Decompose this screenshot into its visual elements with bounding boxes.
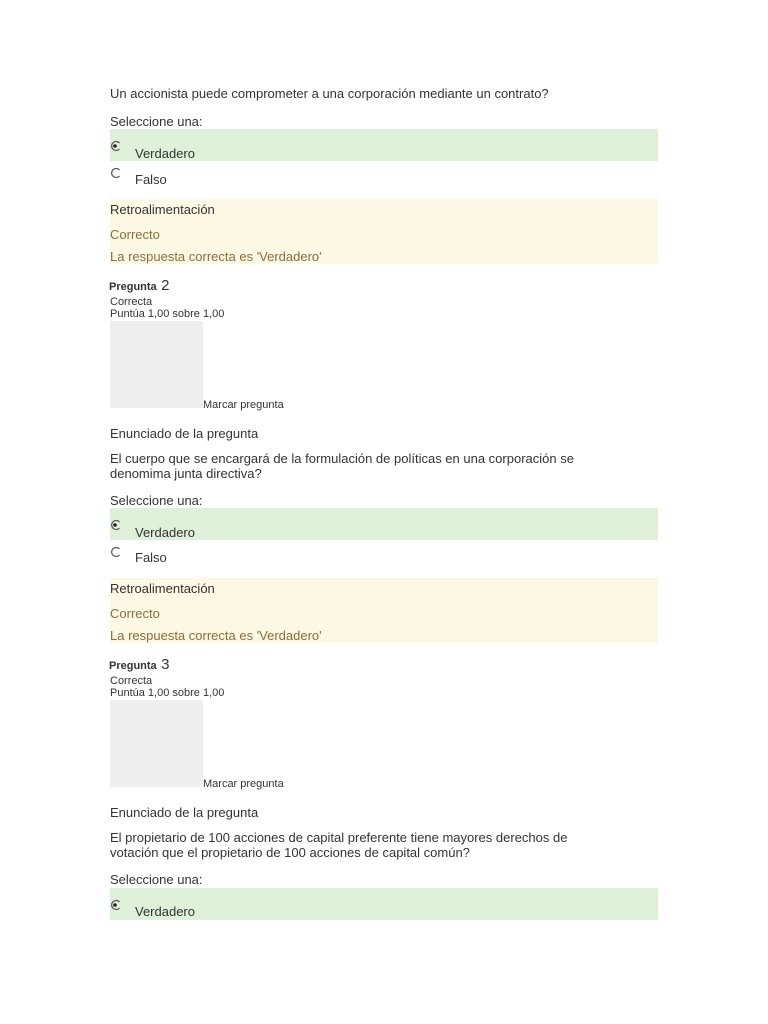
radio-selected-icon[interactable] <box>110 898 122 910</box>
radio-selected-icon[interactable] <box>110 139 122 151</box>
question-1-option-false[interactable] <box>110 163 658 191</box>
feedback-status: Correcto <box>110 606 160 621</box>
question-2-grade: Puntúa 1,00 sobre 1,00 <box>110 308 225 320</box>
question-2-number <box>109 277 169 295</box>
question-3-flag-link[interactable]: Marcar pregunta <box>203 778 284 790</box>
question-1-feedback <box>110 199 658 264</box>
radio-unselected-icon[interactable] <box>110 166 122 178</box>
question-2-state: Correcta <box>110 296 153 308</box>
feedback-answer: La respuesta correcta es 'Verdadero' <box>110 628 322 643</box>
option-label: Verdadero <box>135 146 195 161</box>
flag-icon[interactable] <box>110 321 203 408</box>
question-3-grade: Puntúa 1,00 sobre 1,00 <box>110 687 225 699</box>
option-label: Verdadero <box>135 904 195 919</box>
question-label: Pregunta <box>109 281 157 293</box>
question-3-text-line2: votación que el propietario de 100 acciones de capital común? <box>110 845 470 860</box>
question-1-option-true[interactable] <box>110 129 658 161</box>
question-3-text-line1: El propietario de 100 acciones de capital preferente tiene mayores derechos de <box>110 830 568 845</box>
question-number: 3 <box>161 656 170 673</box>
feedback-answer: La respuesta correcta es 'Verdadero' <box>110 249 322 264</box>
question-2-select-label: Seleccione una: <box>110 493 203 508</box>
question-2-text-line2: denomima junta directiva? <box>110 466 262 481</box>
question-2-text-line1: El cuerpo que se encargará de la formulación de políticas en una corporación se <box>110 451 574 466</box>
question-3-select-label: Seleccione una: <box>110 872 203 887</box>
flag-icon[interactable] <box>110 700 203 787</box>
question-2-feedback <box>110 578 658 643</box>
question-3-option-true[interactable] <box>110 888 658 920</box>
question-number: 2 <box>161 277 170 294</box>
radio-selected-icon[interactable] <box>110 518 122 530</box>
question-3-number <box>109 656 169 674</box>
option-label: Falso <box>135 172 167 187</box>
question-2-option-false[interactable] <box>110 542 658 570</box>
question-2-flag-link[interactable]: Marcar pregunta <box>203 399 284 411</box>
question-3-state: Correcta <box>110 675 153 687</box>
question-label: Pregunta <box>109 660 157 672</box>
option-label: Verdadero <box>135 525 195 540</box>
option-label: Falso <box>135 550 167 565</box>
question-3-heading: Enunciado de la pregunta <box>110 805 259 820</box>
question-1-select-label: Seleccione una: <box>110 114 203 129</box>
question-2-option-true[interactable] <box>110 508 658 540</box>
feedback-title: Retroalimentación <box>110 202 215 217</box>
question-1-text: Un accionista puede comprometer a una corporación mediante un contrato? <box>110 86 549 101</box>
question-2-heading: Enunciado de la pregunta <box>110 426 259 441</box>
radio-unselected-icon[interactable] <box>110 545 122 557</box>
feedback-status: Correcto <box>110 227 160 242</box>
feedback-title: Retroalimentación <box>110 581 215 596</box>
